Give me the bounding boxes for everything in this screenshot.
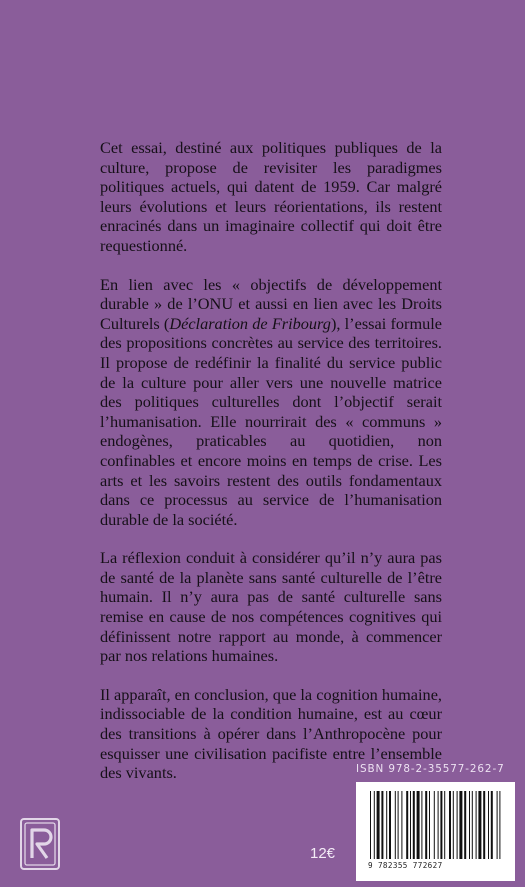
blurb-paragraph-2 [100, 275, 442, 530]
publisher-logo-icon [20, 818, 60, 870]
barcode [356, 782, 515, 881]
blurb-paragraph-1: Cet essai, destiné aux politiques publiques de la culture, propose de revisiter les paradigmes politiques actuels, qui datent de 1959. Car malgré leurs évolutions et leurs réorientations, ils restent enracinés dans un imaginaire collectif qui doit être requestionné. [100, 138, 442, 255]
barcode-bars [370, 791, 501, 859]
declaration-title: Déclaration de Fribourg [169, 313, 331, 333]
blurb-paragraph-3: La réflexion conduit à considérer qu’il n’y aura pas de santé de la planète sans santé culturelle de l’être humain. Il n’y aura pas de santé culturelle sans remise en cause de nos compétences cognitives qui définissent notre rapport au monde, à commencer par nos relations humaines. [100, 548, 442, 666]
blurb-paragraph-4: Il apparaît, en conclusion, que la cognition humaine, indissociable de la condition humaine, est au cœur des transitions à opérer dans l’Anthropocène pour esquisser une civilisation pacifiste entre l’ensemble des vivants. [100, 684, 442, 783]
blurb-text [100, 138, 442, 802]
blurb-paragraph-2-part-1: En lien avec les « objectifs de développement durable » de l’ONU et aussi en lien avec les Droits Culturels ( [100, 274, 442, 333]
isbn-label: ISBN 978-2-35577-262-7 [356, 763, 505, 775]
price-label: 12€ [310, 845, 336, 862]
blurb-paragraph-2-part-2: ), l’essai formule des propositions concrètes au service des territoires. Il propose de redéfinir la finalité du service public de la culture pour aller vers une nouvelle matrice des politiques culturelles dont l’objectif serait l’humanisation. Elle nourrirait des « communs » endogènes, praticables au quotidien, non confinables et encore moins en temps de crise. Les arts et les savoirs restent des outils fondamentaux dans ce processus au service de l’humanisation durable de la société. [100, 313, 443, 529]
barcode-digits: 9 782355 772627 [368, 861, 443, 870]
